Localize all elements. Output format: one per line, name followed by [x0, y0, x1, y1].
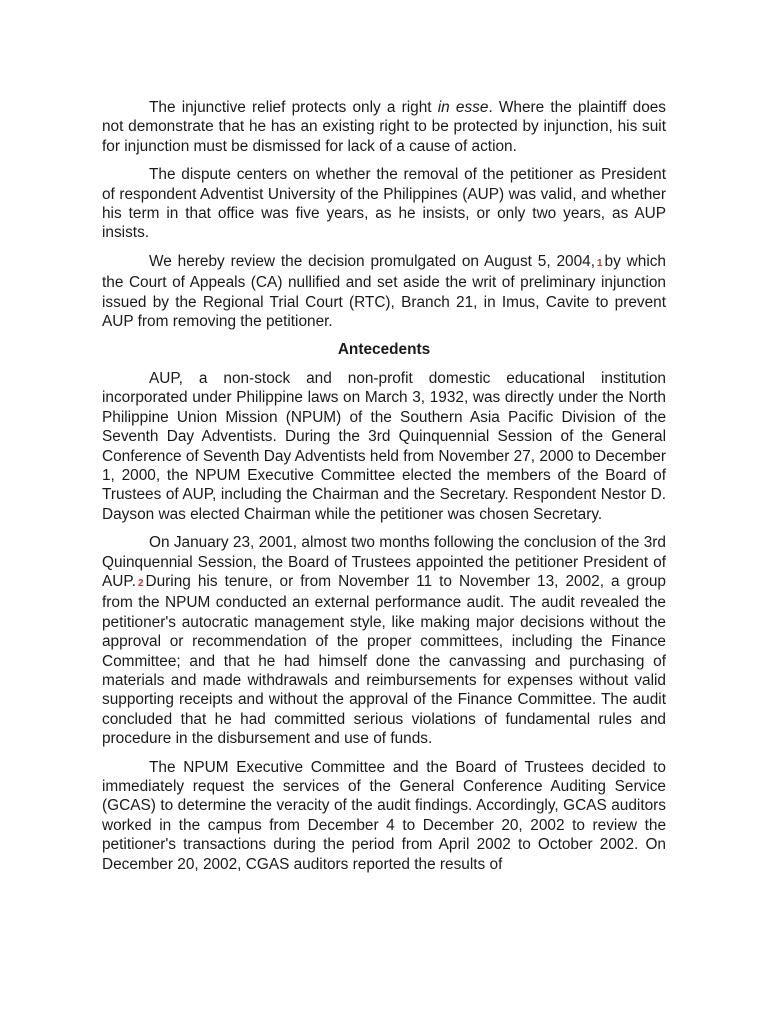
text-run: We hereby review the decision promulgated on August 5, 2004, — [149, 252, 595, 270]
text-run: by which the Court of Appeals (CA) nullified and set aside the writ of preliminary injunction issued by the Regional Trial Court (RTC), Branch 21, in Imus, Cavite to prevent AUP from removing the petitioner. — [102, 252, 666, 331]
text-run: During his tenure, or from November 11 to November 13, 2002, a group from the NPUM conducted an external performance audit. The audit revealed the petitioner's autocratic management style, like making major decisions without the approval or recommendation of the proper committees, including the Finance Committee; and that he had himself done the canvassing and purchasing of materials and made withdrawals and reimbursements for expenses without valid supporting receipts and without the approval of the Finance Committee. The audit concluded that he had committed serious violations of fundamental rules and procedure in the disbursement and use of funds. — [102, 572, 666, 748]
document-page — [102, 98, 666, 883]
footnote-link-2[interactable]: 2 — [137, 577, 144, 589]
text-run: On January 23, 2001, almost two months following the conclusion of the 3rd Quinquennial Session, the Board of Trustees appointed the petitioner President of AUP. — [102, 534, 666, 590]
paragraph-aup-background: AUP, a non-stock and non-profit domestic educational institution incorporated under Philippine laws on March 3, 1932, was directly under the North Philippine Union Mission (NPUM) of the Southern Asia Pacific Division of the Seventh Day Adventists. During the 3rd Quinquennial Session of the General Conference of Seventh Day Adventists held from November 27, 2000 to December 1, 2000, the NPUM Executive Committee elected the members of the Board of Trustees of AUP, including the Chairman and the Secretary. Respondent Nestor D. Dayson was elected Chairman while the petitioner was chosen Secretary. — [102, 369, 666, 523]
paragraph-appointment — [102, 533, 666, 748]
section-heading: Antecedents — [337, 341, 431, 359]
text-run: The injunctive relief protects only a right — [149, 99, 438, 116]
italic-term: in esse — [437, 99, 489, 116]
paragraph-review — [102, 252, 666, 332]
text-run: . Where the plaintiff does not demonstrate that he has an existing right to be protected by injunction, his suit for injunction must be dismissed for lack of a cause of action. — [102, 99, 667, 155]
paragraph-gcas: The NPUM Executive Committee and the Board of Trustees decided to immediately request the services of the General Conference Auditing Service (GCAS) to determine the veracity of the audit findings. Accordingly, GCAS auditors worked in the campus from December 4 to December 20, 2002 to review the petitioner's transactions during the period from April 2002 to October 2002. On December 20, 2002, CGAS auditors reported the results of — [102, 758, 666, 873]
paragraph-dispute: The dispute centers on whether the removal of the petitioner as President of respondent Adventist University of the Philippines (AUP) was valid, and whether his term in that office was five years, as he insists, or only two years, as AUP insists. — [102, 166, 666, 242]
paragraph-in-esse — [102, 98, 666, 156]
footnote-link-1[interactable]: 1 — [596, 257, 603, 269]
